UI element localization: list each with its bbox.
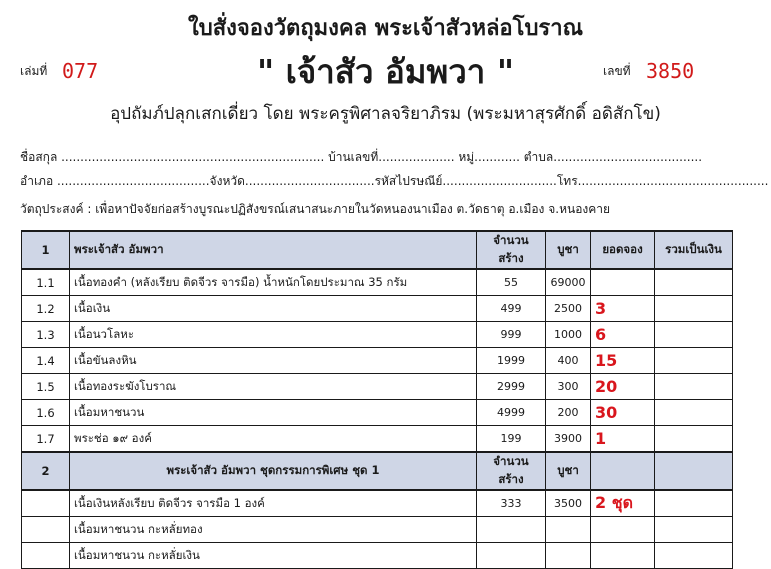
column-header-total — [655, 452, 733, 490]
table-row — [22, 296, 733, 322]
serial-number: 3850 — [646, 59, 695, 83]
order-table — [21, 230, 733, 569]
item-number — [22, 490, 70, 517]
total-amount[interactable] — [655, 374, 733, 400]
table-row — [22, 490, 733, 517]
item-number — [22, 543, 70, 569]
item-description: เนื้อมหาชนวน — [70, 400, 477, 426]
item-number: 1.1 — [22, 269, 70, 296]
item-quantity: 199 — [477, 426, 546, 453]
item-quantity: 333 — [477, 490, 546, 517]
table-row — [22, 400, 733, 426]
order-quantity[interactable]: 2 ชุด — [591, 490, 655, 517]
book-number: 077 — [62, 59, 99, 83]
item-number: 1.3 — [22, 322, 70, 348]
total-amount[interactable] — [655, 400, 733, 426]
item-description: เนื้อเงินหลังเรียบ ติดจีวร จารมือ 1 องค์ — [70, 490, 477, 517]
total-amount[interactable] — [655, 348, 733, 374]
order-quantity[interactable] — [591, 543, 655, 569]
section-number: 2 — [22, 452, 70, 490]
item-description: เนื้อมหาชนวน กะหลั่ยเงิน — [70, 543, 477, 569]
item-description: เนื้อเงิน — [70, 296, 477, 322]
item-quantity: 1999 — [477, 348, 546, 374]
item-quantity: 2999 — [477, 374, 546, 400]
table-row — [22, 426, 733, 453]
item-price: 1000 — [546, 322, 591, 348]
blessed-by-line: อุปถัมภ์ปลุกเสกเดี่ยว โดย พระครูพิศาลจริยาภิรม (พระมหาสุรศักดิ์ อดิสักโข) — [110, 104, 661, 124]
item-description: พระช่อ ๑๙ องค์ — [70, 426, 477, 453]
item-description: เนื้อขันลงหิน — [70, 348, 477, 374]
order-quantity[interactable] — [591, 517, 655, 543]
name-address-line[interactable]: ชื่อสกุล ..................................................................... บ้านเลขที่.................... หมู่............ ตำบล....................................... — [20, 150, 703, 164]
total-amount[interactable] — [655, 322, 733, 348]
table-row — [22, 269, 733, 296]
order-quantity[interactable]: 30 — [591, 400, 655, 426]
item-price: 200 — [546, 400, 591, 426]
item-price: 3900 — [546, 426, 591, 453]
total-amount[interactable] — [655, 543, 733, 569]
item-number: 1.4 — [22, 348, 70, 374]
total-amount[interactable] — [655, 517, 733, 543]
item-price: 400 — [546, 348, 591, 374]
section-title: พระเจ้าสัว อัมพวา — [70, 231, 477, 269]
table-row — [22, 543, 733, 569]
item-price — [546, 543, 591, 569]
order-quantity[interactable] — [591, 269, 655, 296]
item-description: เนื้อทองระฆังโบราณ — [70, 374, 477, 400]
item-price — [546, 517, 591, 543]
column-header-price: บูชา — [546, 231, 591, 269]
item-number: 1.7 — [22, 426, 70, 453]
table-row — [22, 374, 733, 400]
column-header-total: รวมเป็นเงิน — [655, 231, 733, 269]
column-header-quantity: จำนวนสร้าง — [477, 231, 546, 269]
amulet-name-title: " เจ้าสัว อัมพวา " — [256, 52, 515, 91]
item-number: 1.5 — [22, 374, 70, 400]
total-amount[interactable] — [655, 490, 733, 517]
district-province-line[interactable]: อำเภอ ........................................จังหวัด..................................รหัสไปรษณีย์..............................โทร.................................................. — [20, 174, 769, 188]
table-row — [22, 517, 733, 543]
item-price: 3500 — [546, 490, 591, 517]
purpose-text: วัตถุประสงค์ : เพื่อหาปัจจัยก่อสร้างบูรณะปฏิสังขรณ์เสนาสนะภายในวัดหนองนาเมือง ต.วัดธาตุ อ.เมือง จ.หนองคาย — [20, 202, 611, 216]
section-title: พระเจ้าสัว อัมพวา ชุดกรรมการพิเศษ ชุด 1 — [70, 452, 477, 490]
item-price: 69000 — [546, 269, 591, 296]
item-number: 1.2 — [22, 296, 70, 322]
total-amount[interactable] — [655, 426, 733, 453]
item-number — [22, 517, 70, 543]
item-number: 1.6 — [22, 400, 70, 426]
column-header-quantity: จำนวนสร้าง — [477, 452, 546, 490]
item-quantity: 999 — [477, 322, 546, 348]
item-price: 2500 — [546, 296, 591, 322]
item-description: เนื้อนวโลหะ — [70, 322, 477, 348]
item-price: 300 — [546, 374, 591, 400]
item-quantity: 499 — [477, 296, 546, 322]
column-header-order — [591, 452, 655, 490]
table-row — [22, 322, 733, 348]
serial-number-label: เลขที่ — [603, 64, 631, 78]
total-amount[interactable] — [655, 296, 733, 322]
order-quantity[interactable]: 1 — [591, 426, 655, 453]
form-title: ใบสั่งจองวัตถุมงคล พระเจ้าสัวหล่อโบราณ — [187, 16, 584, 41]
column-header-price: บูชา — [546, 452, 591, 490]
section-1-header — [22, 231, 733, 269]
section-2-header — [22, 452, 733, 490]
item-description: เนื้อมหาชนวน กะหลั่ยทอง — [70, 517, 477, 543]
item-quantity: 4999 — [477, 400, 546, 426]
table-row — [22, 348, 733, 374]
section-number: 1 — [22, 231, 70, 269]
order-quantity[interactable]: 20 — [591, 374, 655, 400]
order-quantity[interactable]: 15 — [591, 348, 655, 374]
book-number-label: เล่มที่ — [20, 64, 48, 78]
total-amount[interactable] — [655, 269, 733, 296]
order-quantity[interactable]: 3 — [591, 296, 655, 322]
item-quantity: 55 — [477, 269, 546, 296]
column-header-order: ยอดจอง — [591, 231, 655, 269]
item-description: เนื้อทองคำ (หลังเรียบ ติดจีวร จารมือ) น้ำหนักโดยประมาณ 35 กรัม — [70, 269, 477, 296]
order-quantity[interactable]: 6 — [591, 322, 655, 348]
item-quantity — [477, 517, 546, 543]
item-quantity — [477, 543, 546, 569]
